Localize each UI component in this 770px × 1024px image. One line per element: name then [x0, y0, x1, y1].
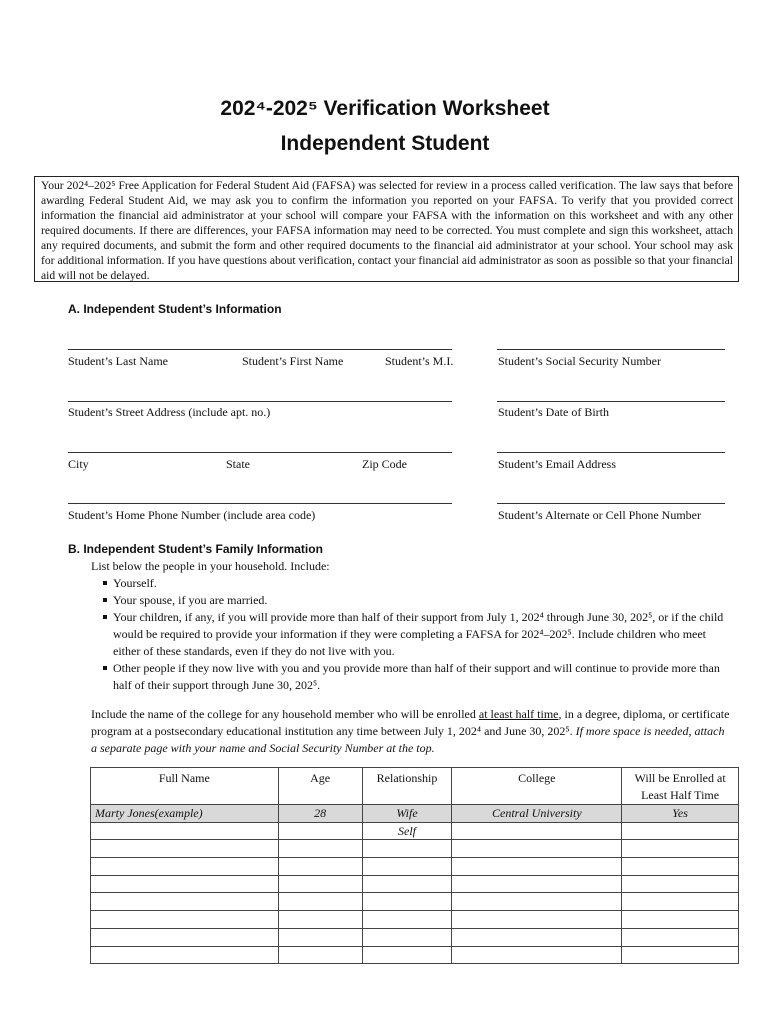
table-row [91, 946, 739, 964]
email-label: Student’s Email Address [498, 457, 616, 471]
student-name-line[interactable] [68, 349, 452, 350]
ssn-line[interactable] [497, 349, 725, 350]
relationship-cell: Wife [362, 805, 452, 823]
age-cell[interactable] [278, 822, 362, 840]
relationship-cell[interactable] [362, 911, 452, 929]
age-cell[interactable] [278, 840, 362, 858]
section-b-heading: B. Independent Student’s Family Information [68, 542, 323, 556]
full-name-cell[interactable] [91, 928, 279, 946]
college-cell[interactable] [452, 946, 622, 964]
relationship-cell[interactable] [362, 946, 452, 964]
col-relationship: Relationship [362, 768, 452, 805]
home-phone-line[interactable] [68, 503, 452, 504]
college-cell[interactable] [452, 822, 622, 840]
mi-label: Student’s M.I. [385, 354, 454, 368]
full-name-cell: Marty Jones(example) [91, 805, 279, 823]
enrolled-cell[interactable] [622, 822, 739, 840]
city-state-zip-line[interactable] [68, 452, 452, 453]
last-name-label: Student’s Last Name [68, 354, 168, 368]
alt-phone-label: Student’s Alternate or Cell Phone Number [498, 508, 701, 522]
ssn-label: Student’s Social Security Number [498, 354, 661, 368]
dob-label: Student’s Date of Birth [498, 405, 609, 419]
city-label: City [68, 457, 89, 471]
relationship-cell[interactable] [362, 928, 452, 946]
worksheet-title: 202⁴-202⁵ Verification Worksheet [220, 97, 550, 120]
table-row [91, 928, 739, 946]
full-name-cell[interactable] [91, 840, 279, 858]
college-cell: Central University [452, 805, 622, 823]
table-header-row [91, 768, 739, 805]
household-intro: List below the people in your household. Include: [91, 559, 330, 573]
list-item: Other people if they now live with you and you provide more than half of their support and will continue to provide more than half of their support through June 30, 202⁵. [100, 660, 730, 694]
college-cell[interactable] [452, 928, 622, 946]
age-cell[interactable] [278, 858, 362, 876]
household-table [90, 767, 739, 964]
first-name-label: Student’s First Name [242, 354, 344, 368]
zip-label: Zip Code [362, 457, 407, 471]
full-name-cell[interactable] [91, 875, 279, 893]
enrolled-cell[interactable] [622, 840, 739, 858]
list-item: Your spouse, if you are married. [100, 592, 730, 609]
enrolled-cell[interactable] [622, 893, 739, 911]
relationship-cell[interactable]: Self [362, 822, 452, 840]
state-label: State [226, 457, 250, 471]
table-row [91, 822, 739, 840]
col-college: College [452, 768, 622, 805]
college-cell[interactable] [452, 858, 622, 876]
full-name-cell[interactable] [91, 893, 279, 911]
relationship-cell[interactable] [362, 840, 452, 858]
table-row [91, 875, 739, 893]
table-row [91, 893, 739, 911]
college-cell[interactable] [452, 875, 622, 893]
household-bullet-list [100, 575, 730, 694]
college-cell[interactable] [452, 893, 622, 911]
full-name-cell[interactable] [91, 858, 279, 876]
college-note: Include the name of the college for any household member who will be enrolled at least half time, in a degree, diploma, or certificate program at a postsecondary educational institution any time between July 1, 202⁴ and June 30, 202⁵. If more space is needed, attach a separate page with your name and Social Security Number at the top. [91, 707, 730, 755]
college-cell[interactable] [452, 840, 622, 858]
list-item: Your children, if any, if you will provide more than half of their support from July 1, 202⁴ through June 30, 202⁵, or if the child would be required to provide your information if they were completing a FAFSA for 202⁴–202⁵. Include children who meet either of these standards, even if they do not live with you. [100, 609, 730, 660]
col-enrolled-half-time: Will be Enrolled at Least Half Time [622, 768, 739, 805]
age-cell[interactable] [278, 946, 362, 964]
table-row [91, 911, 739, 929]
age-cell[interactable] [278, 893, 362, 911]
extra-space-note: If more space is needed, attach a separate page with your name and Social Security Number at the top. [91, 724, 725, 755]
home-phone-label: Student’s Home Phone Number (include area code) [68, 508, 316, 522]
section-a-heading: A. Independent Student’s Information [68, 302, 282, 316]
street-address-label: Student’s Street Address (include apt. no.) [68, 405, 271, 419]
table-row [91, 840, 739, 858]
enrolled-cell[interactable] [622, 946, 739, 964]
email-line[interactable] [497, 452, 725, 453]
age-cell[interactable] [278, 911, 362, 929]
relationship-cell[interactable] [362, 858, 452, 876]
street-address-line[interactable] [68, 401, 452, 402]
age-cell[interactable] [278, 875, 362, 893]
half-time-emphasis: at least half time [478, 707, 559, 721]
table-row [91, 858, 739, 876]
intro-notice-box: Your 202⁴–202⁵ Free Application for Federal Student Aid (FAFSA) was selected for review in a process called verification. The law says that before awarding Federal Student Aid, we may ask you to confirm the information you reported on your FAFSA. To verify that you provided correct information the financial aid administrator at your school will compare your FAFSA with the information on this worksheet and with any other required documents. If there are differences, your FAFSA information may need to be corrected. You must complete and sign this worksheet, attach any required documents, and submit the form and other required documents to the financial aid administrator at your school. Your school may ask for additional information. If you have questions about verification, contact your financial aid administrator as soon as possible so that your financial aid will not be delayed. [34, 176, 739, 282]
enrolled-cell[interactable] [622, 911, 739, 929]
alt-phone-line[interactable] [497, 503, 725, 504]
enrolled-cell[interactable] [622, 928, 739, 946]
full-name-cell[interactable] [91, 946, 279, 964]
full-name-cell[interactable] [91, 822, 279, 840]
col-age: Age [278, 768, 362, 805]
dob-line[interactable] [497, 401, 725, 402]
col-full-name: Full Name [91, 768, 279, 805]
relationship-cell[interactable] [362, 893, 452, 911]
list-item: Yourself. [100, 575, 730, 592]
age-cell: 28 [278, 805, 362, 823]
enrolled-cell: Yes [622, 805, 739, 823]
enrolled-cell[interactable] [622, 858, 739, 876]
age-cell[interactable] [278, 928, 362, 946]
college-cell[interactable] [452, 911, 622, 929]
enrolled-cell[interactable] [622, 875, 739, 893]
worksheet-subtitle: Independent Student [280, 132, 490, 155]
full-name-cell[interactable] [91, 911, 279, 929]
example-row [91, 805, 739, 823]
relationship-cell[interactable] [362, 875, 452, 893]
